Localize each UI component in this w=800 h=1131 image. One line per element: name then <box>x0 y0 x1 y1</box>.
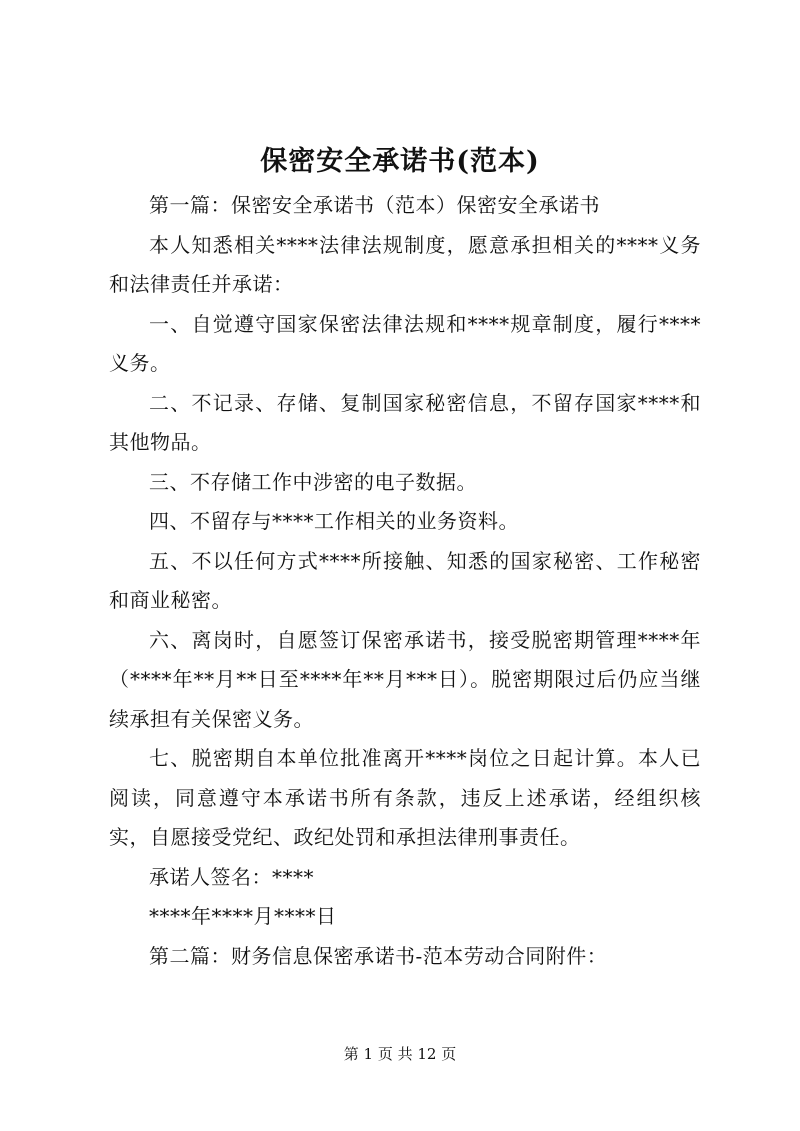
paragraph-section-heading-1: 第一篇：保密安全承诺书（范本）保密安全承诺书 <box>149 193 600 217</box>
paragraph-item-3: 三、不存储工作中涉密的电子数据。 <box>149 469 477 494</box>
signature-line: 承诺人签名：**** <box>149 864 314 889</box>
paragraph-item-2: 二、不记录、存储、复制国家秘密信息，不留存国家****和其他物品。 <box>109 390 701 454</box>
paragraph-item-6: 六、离岗时，自愿签订保密承诺书，接受脱密期管理****年（****年**月**日至****年**月***日）。脱密期限过后仍应当继续承担有关保密义务。 <box>109 627 701 731</box>
paragraph-item-7: 七、脱密期自本单位批准离开****岗位之日起计算。本人已阅读，同意遵守本承诺书所有条款，违反上述承诺，经组织核实，自愿接受党纪、政纪处罚和承担法律刑事责任。 <box>109 746 701 849</box>
paragraph-section-heading-2: 第二篇：财务信息保密承诺书-范本劳动合同附件： <box>149 943 608 968</box>
paragraph-item-5: 五、不以任何方式****所接触、知悉的国家秘密、工作秘密和商业秘密。 <box>109 548 701 612</box>
paragraph-intro: 本人知悉相关****法律法规制度，愿意承担相关的****义务和法律责任并承诺： <box>109 232 701 296</box>
paragraph-item-4: 四、不留存与****工作相关的业务资料。 <box>149 509 519 533</box>
paragraph-item-1: 一、自觉遵守国家保密法律法规和****规章制度，履行****义务。 <box>109 311 701 375</box>
document-title: 保密安全承诺书(范本) <box>260 146 540 177</box>
page-footer: 第 1 页 共 12 页 <box>343 1045 457 1063</box>
document-body <box>109 186 701 976</box>
date-line: ****年****月****日 <box>149 904 337 928</box>
